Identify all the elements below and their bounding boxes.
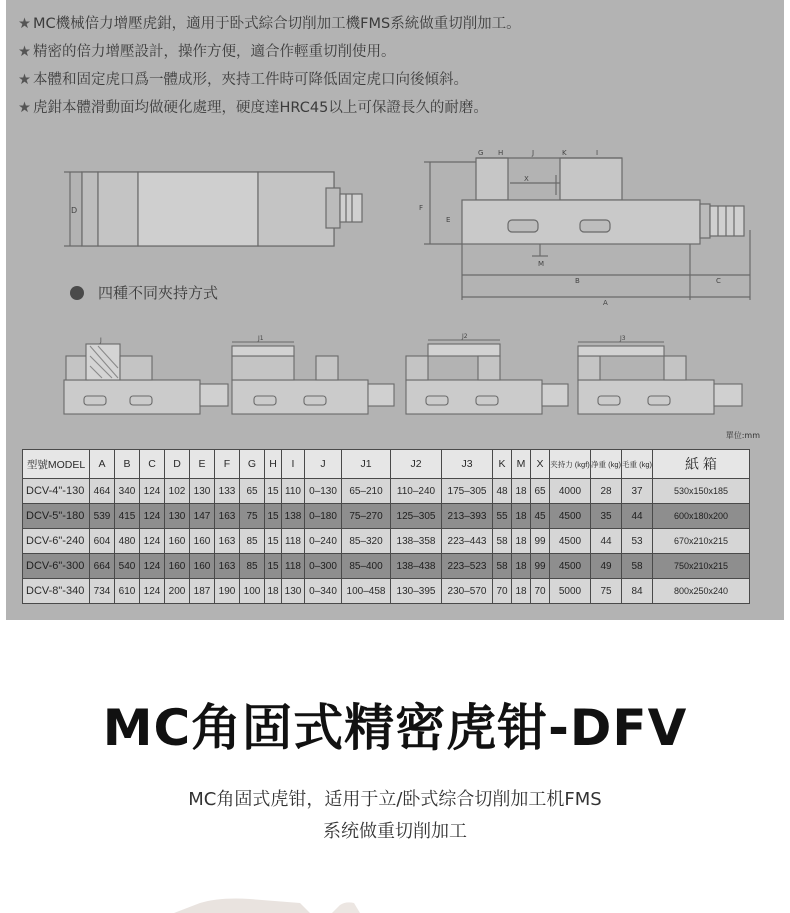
table-header-cell: H <box>265 450 282 479</box>
table-cell: 734 <box>90 579 115 604</box>
table-cell: 75–270 <box>342 504 391 529</box>
table-cell: 5000 <box>550 579 591 604</box>
dim-f-label: F <box>419 204 424 212</box>
table-cell: 58 <box>493 554 512 579</box>
feature-item: ★ 虎鉗本體滑動面均做硬化處理，硬度達HRC45以上可保證長久的耐磨。 <box>18 100 488 116</box>
table-header-cell: 净重 (kg) <box>591 450 622 479</box>
table-cell: 540 <box>115 554 140 579</box>
table-cell: 85–320 <box>342 529 391 554</box>
table-cell: 18 <box>512 579 531 604</box>
table-header-cell: 毛重 (kg) <box>622 450 653 479</box>
bullet-dot-icon <box>70 286 84 300</box>
table-header-cell: E <box>190 450 215 479</box>
table-cell: 75 <box>591 579 622 604</box>
table-cell: 604 <box>90 529 115 554</box>
page-title: MC角固式精密虎钳-DFV <box>102 699 688 757</box>
table-cell: 70 <box>493 579 512 604</box>
table-cell: 99 <box>531 554 550 579</box>
table-row <box>23 479 750 504</box>
dim-g-label: G <box>478 149 484 157</box>
top-view-drawing <box>64 172 362 246</box>
table-cell: 600x180x200 <box>653 504 750 529</box>
dim-h-label: H <box>498 149 504 157</box>
table-cell: 415 <box>115 504 140 529</box>
table-cell: 58 <box>622 554 653 579</box>
feature-item: ★ 本體和固定虎口爲一體成形，夾持工件時可降低固定虎口向後傾斜。 <box>18 72 468 88</box>
table-cell: 138–438 <box>391 554 442 579</box>
table-cell: 48 <box>493 479 512 504</box>
clamping-method-1 <box>64 338 228 414</box>
table-cell: 65 <box>531 479 550 504</box>
table-header-cell: 紙 箱 <box>653 450 750 479</box>
table-cell: 0–300 <box>305 554 342 579</box>
dim-x-label: X <box>524 175 529 183</box>
table-cell: 124 <box>140 504 165 529</box>
table-cell: 800x250x240 <box>653 579 750 604</box>
table-cell: 15 <box>265 504 282 529</box>
table-cell: 160 <box>190 554 215 579</box>
table-cell: 124 <box>140 479 165 504</box>
table-cell: 28 <box>591 479 622 504</box>
dim-e-label: E <box>446 216 451 224</box>
table-header-cell: M <box>512 450 531 479</box>
table-cell: 118 <box>282 554 305 579</box>
clamping-methods-heading: 四種不同夾持方式 <box>70 282 218 303</box>
table-header-cell: J2 <box>391 450 442 479</box>
table-cell: 110 <box>282 479 305 504</box>
star-icon: ★ <box>18 44 31 60</box>
table-row <box>23 579 750 604</box>
table-cell: 0–130 <box>305 479 342 504</box>
table-cell: 102 <box>165 479 190 504</box>
table-header-cell: K <box>493 450 512 479</box>
table-cell: 223–523 <box>442 554 493 579</box>
table-cell: 124 <box>140 529 165 554</box>
table-cell: 65 <box>240 479 265 504</box>
table-cell: 163 <box>215 504 240 529</box>
model-cell: DCV-4"-130 <box>23 479 90 504</box>
table-cell: 18 <box>512 529 531 554</box>
table-cell: 464 <box>90 479 115 504</box>
table-cell: 223–443 <box>442 529 493 554</box>
table-header-cell: X <box>531 450 550 479</box>
table-cell: 610 <box>115 579 140 604</box>
star-icon: ★ <box>18 16 31 32</box>
product-description <box>0 784 790 848</box>
table-cell: 45 <box>531 504 550 529</box>
table-cell: 100–458 <box>342 579 391 604</box>
table-cell: 15 <box>265 529 282 554</box>
table-cell: 190 <box>215 579 240 604</box>
table-header-cell: J3 <box>442 450 493 479</box>
table-header-cell: F <box>215 450 240 479</box>
table-cell: 44 <box>622 504 653 529</box>
table-cell: 70 <box>531 579 550 604</box>
table-header-cell: A <box>90 450 115 479</box>
table-cell: 15 <box>265 479 282 504</box>
dim-m-label: M <box>538 260 545 268</box>
dim-k-label: K <box>562 149 567 157</box>
table-cell: 44 <box>591 529 622 554</box>
table-cell: 85–400 <box>342 554 391 579</box>
table-cell: 530x150x185 <box>653 479 750 504</box>
spec-table <box>22 449 750 604</box>
table-cell: 130 <box>282 579 305 604</box>
table-cell: 160 <box>165 554 190 579</box>
model-cell: DCV-8"-340 <box>23 579 90 604</box>
table-cell: 4500 <box>550 529 591 554</box>
table-cell: 100 <box>240 579 265 604</box>
table-cell: 163 <box>215 529 240 554</box>
table-cell: 49 <box>591 554 622 579</box>
table-header-cell: C <box>140 450 165 479</box>
table-cell: 750x210x215 <box>653 554 750 579</box>
table-cell: 163 <box>215 554 240 579</box>
method-3-label: J2 <box>462 333 468 340</box>
table-cell: 130 <box>165 504 190 529</box>
table-cell: 18 <box>512 554 531 579</box>
star-icon: ★ <box>18 100 31 116</box>
table-cell: 85 <box>240 529 265 554</box>
table-cell: 18 <box>512 479 531 504</box>
table-cell: 58 <box>493 529 512 554</box>
dim-b-label: B <box>575 277 580 285</box>
table-cell: 213–393 <box>442 504 493 529</box>
table-cell: 0–240 <box>305 529 342 554</box>
table-row <box>23 554 750 579</box>
table-cell: 18 <box>512 504 531 529</box>
table-cell: 138–358 <box>391 529 442 554</box>
clamping-method-3 <box>406 340 568 414</box>
table-cell: 125–305 <box>391 504 442 529</box>
table-cell: 15 <box>265 554 282 579</box>
clamping-method-2 <box>232 342 394 414</box>
table-cell: 75 <box>240 504 265 529</box>
table-cell: 110–240 <box>391 479 442 504</box>
table-cell: 0–180 <box>305 504 342 529</box>
table-cell: 147 <box>190 504 215 529</box>
dim-c-label: C <box>716 277 721 285</box>
table-cell: 480 <box>115 529 140 554</box>
table-cell: 85 <box>240 554 265 579</box>
table-cell: 53 <box>622 529 653 554</box>
table-cell: 130–395 <box>391 579 442 604</box>
table-cell: 230–570 <box>442 579 493 604</box>
model-cell: DCV-6"-240 <box>23 529 90 554</box>
table-cell: 539 <box>90 504 115 529</box>
model-cell: DCV-5"-180 <box>23 504 90 529</box>
dim-j-label: J <box>532 149 535 157</box>
method-1-label: J <box>100 337 102 344</box>
vise-photo-body <box>174 899 310 913</box>
table-cell: 18 <box>265 579 282 604</box>
table-cell: 160 <box>190 529 215 554</box>
table-cell: 124 <box>140 554 165 579</box>
unit-note: 單位:mm <box>725 431 760 440</box>
table-cell: 84 <box>622 579 653 604</box>
table-cell: 130 <box>190 479 215 504</box>
dim-a-label: A <box>603 299 608 307</box>
table-cell: 37 <box>622 479 653 504</box>
table-header-cell: D <box>165 450 190 479</box>
table-cell: 4500 <box>550 554 591 579</box>
model-cell: DCV-6"-300 <box>23 554 90 579</box>
table-cell: 175–305 <box>442 479 493 504</box>
feature-item: ★ MC機械倍力增壓虎鉗，適用于卧式綜合切削加工機FMS系統做重切削加工。 <box>18 16 521 32</box>
table-cell: 55 <box>493 504 512 529</box>
table-header-cell: J1 <box>342 450 391 479</box>
clamping-method-4 <box>578 342 742 414</box>
table-cell: 118 <box>282 529 305 554</box>
table-header-cell: 型號MODEL <box>23 450 90 479</box>
table-cell: 65–210 <box>342 479 391 504</box>
table-row <box>23 504 750 529</box>
table-cell: 99 <box>531 529 550 554</box>
star-icon: ★ <box>18 72 31 88</box>
method-4-label: J3 <box>620 335 626 342</box>
method-2-label: J1 <box>258 335 264 342</box>
table-cell: 664 <box>90 554 115 579</box>
description-line: 系统做重切削加工 <box>323 821 467 842</box>
table-cell: 4500 <box>550 504 591 529</box>
description-line: MC角固式虎钳，适用于立/卧式综合切削加工机FMS <box>188 789 602 810</box>
table-cell: 340 <box>115 479 140 504</box>
dim-i-label: I <box>596 149 599 157</box>
side-view-drawing <box>424 158 750 300</box>
technical-drawings <box>0 0 790 440</box>
table-cell: 200 <box>165 579 190 604</box>
table-row <box>23 529 750 554</box>
table-header-cell: J <box>305 450 342 479</box>
table-header-cell: 夹持力 (kgf) <box>550 450 591 479</box>
dim-d-label: D <box>71 206 78 215</box>
table-cell: 4000 <box>550 479 591 504</box>
table-cell: 0–340 <box>305 579 342 604</box>
table-header-cell: B <box>115 450 140 479</box>
feature-item: ★ 精密的倍力增壓設計，操作方便，適合作輕重切削使用。 <box>18 44 396 60</box>
vise-photo-handle <box>332 902 360 913</box>
table-cell: 35 <box>591 504 622 529</box>
table-header-row <box>23 450 750 479</box>
table-cell: 160 <box>165 529 190 554</box>
table-header-cell: I <box>282 450 305 479</box>
table-cell: 187 <box>190 579 215 604</box>
table-cell: 133 <box>215 479 240 504</box>
product-photo <box>140 893 660 913</box>
table-cell: 138 <box>282 504 305 529</box>
table-header-cell: G <box>240 450 265 479</box>
table-cell: 124 <box>140 579 165 604</box>
table-cell: 670x210x215 <box>653 529 750 554</box>
